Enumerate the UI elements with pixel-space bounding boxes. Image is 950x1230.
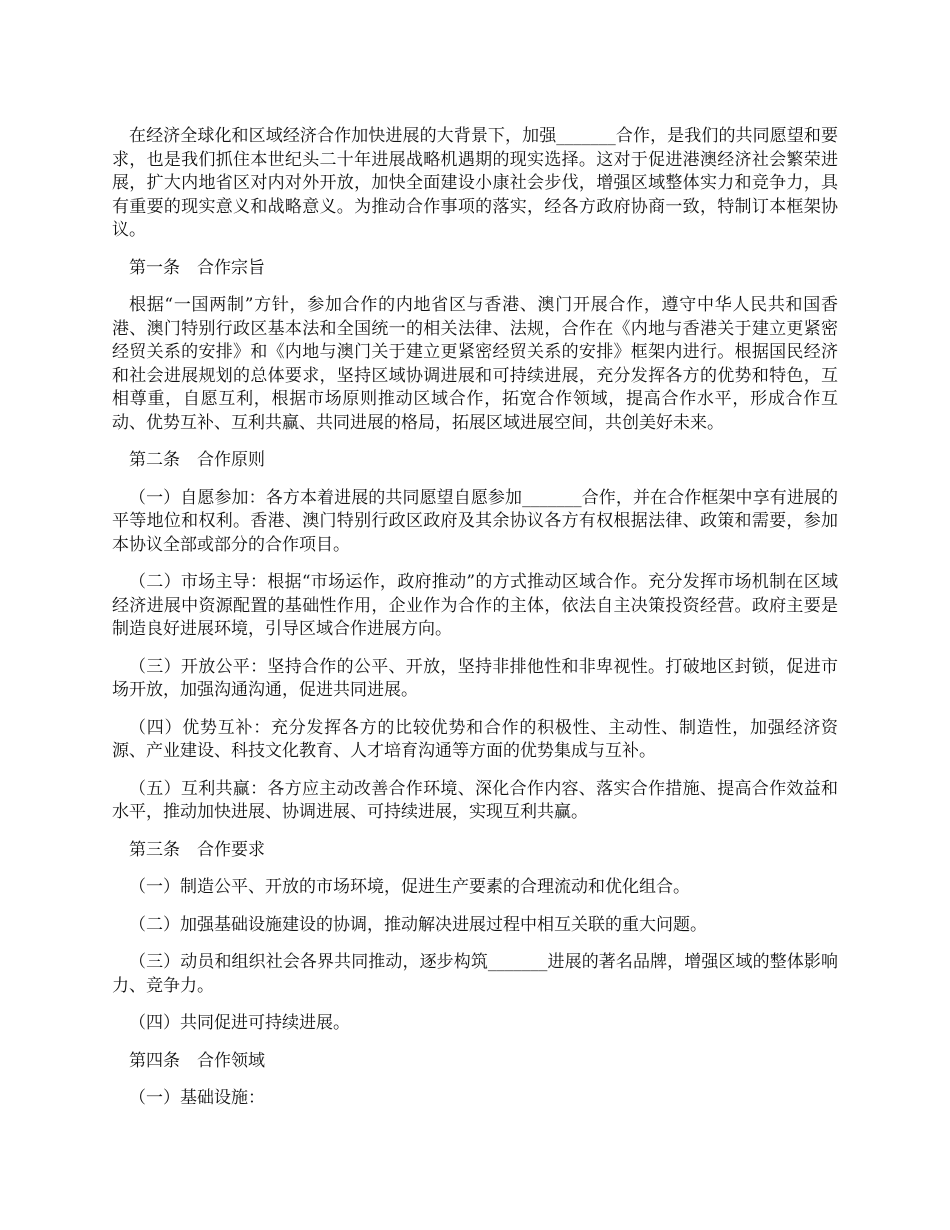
article-1-paragraph: 根据“一国两制”方针，参加合作的内地省区与香港、澳门开展合作，遵守中华人民共和国香港、澳门特别行政区基本法和全国统一的相关法律、法规，合作在《内地与香港关于建立更紧密经贸关系的安排》和《内地与澳门关于建立更紧密经贸关系的安排》框架内进行。根据国民经济和社会进展规划的总体要求，坚持区域协调进展和可持续进展，充分发挥各方的优势和特色，互相尊重，自愿互利，根据市场原则推动区域合作，拓宽合作领域，提高合作水平，形成合作互动、优势互补、互利共赢、共同进展的格局，拓展区域进展空间，共创美好未来。	[112, 295, 838, 433]
article-4-heading: 第四条 合作领域	[129, 1050, 265, 1071]
article-2-heading: 第二条 合作原则	[129, 450, 265, 470]
article-3-item-2: （二）加强基础设施建设的协调，推动解决进展过程中相互关联的重大问题。	[129, 914, 707, 935]
article-2-item-4: （四）优势互补：充分发挥各方的比较优势和合作的积极性、主动性、制造性，加强经济资源、产业建设、科技文化教育、人才培育沟通等方面的优势集成与互补。	[112, 717, 838, 761]
article-2-item-1: （一）自愿参加：各方本着进展的共同愿望自愿参加_______合作，并在合作框架中享有进展的平等地位和权利。香港、澳门特别行政区政府及其余协议各方有权根据法律、政策和需要，参加本协议全部或部分的合作项目。	[112, 487, 838, 555]
article-1-heading: 第一条 合作宗旨	[129, 257, 265, 278]
article-4-item-1: （一）基础设施：	[129, 1088, 265, 1108]
article-3-item-1: （一）制造公平、开放的市场环境，促进生产要素的合理流动和优化组合。	[129, 877, 690, 897]
article-2-item-2: （二）市场主导：根据“市场运作，政府推动”的方式推动区域合作。充分发挥市场机制在区域经济进展中资源配置的基础性作用，企业作为合作的主体，依法自主决策投资经营。政府主要是制造良好进展环境，引导区域合作进展方向。	[112, 572, 838, 639]
article-3-heading: 第三条 合作要求	[129, 839, 265, 860]
preamble-paragraph: 在经济全球化和区域经济合作加快进展的大背景下，加强_______合作，是我们的共同愿望和要求，也是我们抓住本世纪头二十年进展战略机遇期的现实选择。这对于促进港澳经济社会繁荣进展，扩大内地省区对内对外开放，加快全面建设小康社会步伐，增强区域整体实力和竞争力，具有重要的现实意义和战略意义。为推动合作事项的落实，经各方政府协商一致，特制订本框架协议。	[112, 126, 838, 240]
document-body	[112, 125, 838, 1125]
article-2-item-3: （三）开放公平：坚持合作的公平、开放，坚持非排他性和非卑视性。打破地区封锁，促进市场开放，加强沟通沟通，促进共同进展。	[112, 656, 838, 700]
article-3-item-4: （四）共同促进可持续进展。	[129, 1013, 350, 1033]
article-3-item-3: （三）动员和组织社会各界共同推动，逐步构筑_______进展的著名品牌，增强区域的整体影响力、竞争力。	[112, 952, 838, 996]
article-2-item-5: （五）互利共赢：各方应主动改善合作环境、深化合作内容、落实合作措施、提高合作效益和水平，推动加快进展、协调进展、可持续进展，实现互利共赢。	[112, 778, 838, 822]
